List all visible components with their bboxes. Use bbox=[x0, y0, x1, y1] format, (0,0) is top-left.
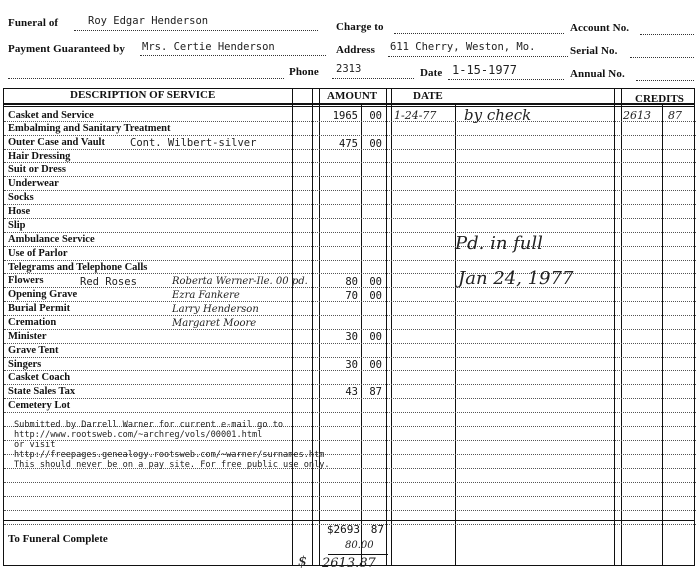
flowers-detail: Red Roses bbox=[80, 276, 137, 288]
row-label: Casket and Service bbox=[8, 110, 94, 121]
vault-detail: Cont. Wilbert-silver bbox=[130, 137, 257, 149]
row-rule bbox=[4, 440, 696, 441]
serial-no-line bbox=[630, 57, 694, 58]
phone-line bbox=[332, 78, 414, 79]
submission-note-line: http://www.rootsweb.com/~archreg/vols/00001.html bbox=[14, 430, 263, 440]
service-table bbox=[3, 88, 695, 566]
handwritten-paid-in-full: Pd. in full bbox=[455, 233, 543, 254]
submission-note-line: Submitted by Darrell Warner for current e-mail go to bbox=[14, 420, 284, 430]
handwritten-credit-dollars: 2613 bbox=[623, 109, 651, 122]
col-rule bbox=[391, 88, 392, 566]
amount-cents: 87 bbox=[369, 386, 382, 398]
row-rule bbox=[4, 343, 696, 344]
amount-cents: 00 bbox=[369, 276, 382, 288]
handwritten-deduction: 80.00 bbox=[345, 540, 374, 551]
col-description-header: DESCRIPTION OF SERVICE bbox=[70, 89, 216, 101]
col-rule bbox=[614, 88, 615, 566]
row-label: Cemetery Lot bbox=[8, 400, 71, 411]
handwritten-final-total: 2613.87 bbox=[322, 556, 376, 571]
row-label: Casket Coach bbox=[8, 372, 71, 383]
submission-note-line: or visit bbox=[14, 440, 56, 450]
payment-line bbox=[140, 55, 326, 56]
row-label: Cremation bbox=[8, 317, 57, 328]
row-label: Minister bbox=[8, 331, 47, 342]
amount-cents: 00 bbox=[369, 110, 382, 122]
row-label: State Sales Tax bbox=[8, 386, 76, 397]
handwritten-burial-permit-note: Larry Henderson bbox=[172, 304, 259, 315]
handwritten-paid-date: Jan 24, 1977 bbox=[458, 268, 574, 289]
row-label: Embalming and Sanitary Treatment bbox=[8, 123, 171, 134]
row-label: Grave Tent bbox=[8, 345, 59, 356]
col-rule bbox=[386, 88, 387, 566]
row-label: Singers bbox=[8, 359, 42, 370]
row-label: Ambulance Service bbox=[8, 234, 95, 245]
row-rule bbox=[4, 218, 696, 219]
row-label: Flowers bbox=[8, 275, 44, 286]
row-label: Telegrams and Telephone Calls bbox=[8, 262, 148, 273]
phone-value: 2313 bbox=[336, 63, 362, 75]
amount-dollars: 475 bbox=[339, 138, 358, 150]
row-rule bbox=[4, 384, 696, 385]
handwritten-credit-cents: 87 bbox=[668, 109, 682, 122]
blank-line bbox=[8, 78, 284, 79]
phone-label: Phone bbox=[289, 66, 319, 78]
payment-guaranteed-value: Mrs. Certie Henderson bbox=[142, 41, 275, 53]
col-rule bbox=[319, 88, 320, 566]
total-rule bbox=[3, 520, 695, 521]
row-rule bbox=[4, 260, 696, 261]
col-amount-header: AMOUNT bbox=[327, 90, 378, 102]
funeral-of-label: Funeral of bbox=[8, 17, 59, 29]
row-rule bbox=[4, 273, 696, 274]
charge-to-label: Charge to bbox=[336, 21, 384, 33]
row-rule bbox=[4, 204, 696, 205]
funeral-of-line bbox=[74, 30, 318, 31]
submission-note-line: This should never be on a pay site. For free public use only. bbox=[14, 460, 330, 470]
row-rule bbox=[4, 482, 696, 483]
total-label: To Funeral Complete bbox=[8, 533, 108, 545]
amount-dollars: 43 bbox=[345, 386, 358, 398]
address-value: 611 Cherry, Weston, Mo. bbox=[390, 41, 536, 53]
handwritten-cremation-note: Margaret Moore bbox=[172, 318, 257, 329]
col-rule bbox=[621, 88, 622, 566]
address-label: Address bbox=[336, 44, 376, 56]
annual-no-label: Annual No. bbox=[570, 68, 625, 80]
row-rule bbox=[4, 232, 696, 233]
deduction-underline bbox=[328, 554, 388, 555]
amount-dollars: 30 bbox=[345, 331, 358, 343]
account-no-line bbox=[640, 34, 694, 35]
row-label: Underwear bbox=[8, 178, 59, 189]
date-line bbox=[448, 79, 564, 80]
row-rule bbox=[4, 329, 696, 330]
total-amount: $2693 bbox=[326, 523, 360, 536]
col-credits-header: CREDITS bbox=[635, 93, 684, 105]
header-rule-2 bbox=[3, 106, 695, 107]
submission-note-line: http://freepages.genealogy.rootsweb.com/~warner/surnames.htm bbox=[14, 450, 325, 460]
row-label: Opening Grave bbox=[8, 289, 78, 300]
row-rule bbox=[4, 357, 696, 358]
amount-dollars: 30 bbox=[345, 359, 358, 371]
amount-cents: 00 bbox=[369, 359, 382, 371]
amount-dollars: 1965 bbox=[332, 110, 358, 122]
handwritten-payment-date: 1-24-77 bbox=[394, 109, 437, 122]
row-rule bbox=[4, 190, 696, 191]
row-label: Burial Permit bbox=[8, 303, 71, 314]
row-label: Slip bbox=[8, 220, 26, 231]
col-rule bbox=[292, 88, 293, 566]
col-rule bbox=[312, 88, 313, 566]
row-rule bbox=[4, 496, 696, 497]
handwritten-opening-grave-note: Ezra Fankere bbox=[172, 290, 240, 301]
total-cents: 87 bbox=[370, 523, 384, 536]
row-rule bbox=[4, 176, 696, 177]
handwritten-flowers-note: Roberta Werner-Ile. 00 pd. bbox=[172, 276, 308, 287]
row-rule bbox=[4, 162, 696, 163]
dollar-sign-icon: $ bbox=[298, 554, 307, 570]
amount-cents: 00 bbox=[369, 138, 382, 150]
amount-dollars: 70 bbox=[345, 290, 358, 302]
row-rule bbox=[4, 135, 696, 136]
handwritten-payment-method: by check bbox=[464, 106, 532, 124]
row-label: Hose bbox=[8, 206, 31, 217]
row-label: Socks bbox=[8, 192, 34, 203]
col-date-header: DATE bbox=[413, 90, 443, 102]
date-value: 1-15-1977 bbox=[452, 63, 518, 77]
payment-guaranteed-label: Payment Guaranteed by bbox=[8, 43, 125, 55]
annual-no-line bbox=[636, 80, 694, 81]
date-label: Date bbox=[420, 67, 443, 79]
row-rule bbox=[4, 246, 696, 247]
amount-cents: 00 bbox=[369, 290, 382, 302]
row-rule bbox=[4, 398, 696, 399]
row-label: Use of Parlor bbox=[8, 248, 68, 259]
funeral-of-value: Roy Edgar Henderson bbox=[88, 15, 209, 27]
row-label: Outer Case and Vault bbox=[8, 137, 105, 148]
account-no-label: Account No. bbox=[570, 22, 630, 34]
row-rule bbox=[4, 510, 696, 511]
row-rule bbox=[4, 315, 696, 316]
amount-dollars: 80 bbox=[345, 276, 358, 288]
header-rule bbox=[3, 103, 695, 105]
charge-to-line bbox=[394, 33, 564, 34]
amount-cents: 00 bbox=[369, 331, 382, 343]
row-label: Suit or Dress bbox=[8, 164, 66, 175]
row-label: Hair Dressing bbox=[8, 151, 71, 162]
row-rule bbox=[4, 412, 696, 413]
serial-no-label: Serial No. bbox=[570, 45, 618, 57]
address-line bbox=[388, 56, 568, 57]
